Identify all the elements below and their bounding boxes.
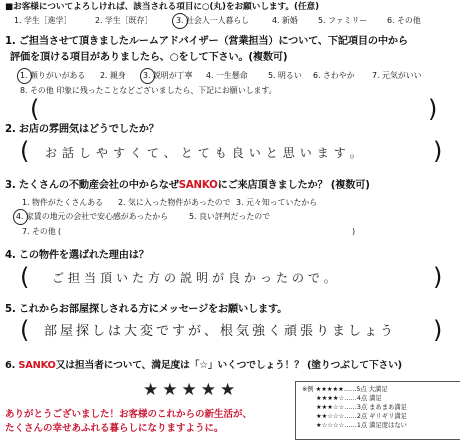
q3-title: 3. たくさんの不動産会社の中からなぜSANKOにご来店頂きましたか？ (複数可) xyxy=(5,180,370,191)
star-rating[interactable]: ★★★★★ xyxy=(143,380,240,400)
q1-option-3[interactable]: 3. 説明が丁寧 xyxy=(143,71,193,80)
q1-open-paren: ( xyxy=(30,95,40,123)
q2-title: 2. お店の雰囲気はどうでしたか？ xyxy=(5,124,159,135)
customer-option-2[interactable]: 2. 学生［既存］ xyxy=(95,16,153,25)
legend-label: ※例 xyxy=(302,386,314,393)
q1-option-6[interactable]: 6. さわやか xyxy=(313,71,355,80)
customer-option-1[interactable]: 1. 学生［進学］ xyxy=(14,16,72,25)
q1-circle-mark-3 xyxy=(140,68,155,84)
closing-line-1: ありがとうございました！お客様のこれからの新生活が、 xyxy=(5,409,253,420)
customer-type-prompt: ■お客様についてよろしければ、該当される項目に○(丸)をお願いします。(任意) xyxy=(5,2,320,12)
q2-close-paren: ) xyxy=(433,137,443,165)
q2-handwritten-answer[interactable]: お話しやすくて、とても良いと思います。 xyxy=(45,146,367,160)
q1-option-8[interactable]: 8. その他 印象に残ったことなどございましたら、下記にお願いします。 xyxy=(20,86,277,95)
q5-close-paren: ) xyxy=(433,316,443,344)
customer-option-3[interactable]: 3. 社会人一人暮らし xyxy=(176,16,250,25)
q2-open-paren: ( xyxy=(20,137,30,165)
brand-logo-sanko: SANKO xyxy=(178,180,218,191)
q3-option-5[interactable]: 5. 良い評判だったので xyxy=(189,212,271,221)
q1-circle-mark-1 xyxy=(17,68,32,84)
q1-option-2[interactable]: 2. 親身 xyxy=(100,71,126,80)
rating-legend: ※例 ★★★★★……5点 大満足 ★★★★☆……4点 満足 ★★★☆☆……3点 まあまあ満足 ★★☆☆☆……2点 ギリギリ満足 ★☆☆☆☆……1点 満足度はない xyxy=(295,381,460,440)
q3-option-3[interactable]: 3. 元々知っていたから xyxy=(236,198,318,207)
closing-message xyxy=(5,408,252,436)
q4-open-paren: ( xyxy=(20,263,30,291)
q3-option-2[interactable]: 2. 気に入った物件があったので xyxy=(118,198,231,207)
q1-option-4[interactable]: 4. 一生懸命 xyxy=(206,71,248,80)
q1-option-5[interactable]: 5. 明るい xyxy=(268,71,302,80)
q3-other-open-paren: ( xyxy=(58,227,62,236)
brand-logo-sanko: SANKO xyxy=(18,360,56,371)
q1-option-1[interactable]: 1. 頼りがいがある xyxy=(20,71,86,80)
q1-title-line2: 評価を頂ける項目がありましたら、○をして下さい。(複数可) xyxy=(10,52,288,63)
q3-option-7[interactable]: 7. その他 xyxy=(22,227,56,236)
q6-title: 6. SANKO又は担当者について、満足度は「☆」いくつでしょう！？ (塗りつぶして下さい) xyxy=(5,360,402,371)
q1-option-7[interactable]: 7. 元気がいい xyxy=(372,71,422,80)
q3-other-close-paren: ) xyxy=(352,227,356,236)
selected-circle-mark xyxy=(172,13,188,29)
q5-handwritten-answer[interactable]: 部屋探しは大変ですが、根気強く頑張りましょう xyxy=(44,324,397,339)
q5-open-paren: ( xyxy=(20,316,30,344)
q4-handwritten-answer[interactable]: ご担当頂いた方の説明が良かったので。 xyxy=(52,271,340,285)
customer-option-4[interactable]: 4. 新婚 xyxy=(272,16,298,25)
q4-title: 4. この物件を選ばれた理由は？ xyxy=(5,250,149,261)
q5-title: 5. これからお部屋探しされる方にメッセージをお願いします。 xyxy=(5,304,288,315)
q3-circle-mark-4 xyxy=(13,209,28,225)
q3-option-4[interactable]: 4. 家賃の地元の会社で安心感があったから xyxy=(16,212,169,221)
q3-option-1[interactable]: 1. 物件がたくさんある xyxy=(22,198,104,207)
q4-close-paren: ) xyxy=(433,263,443,291)
closing-line-2: たくさんの幸せあふれる暮らしになりますように。 xyxy=(5,423,224,434)
customer-option-5[interactable]: 5. ファミリー xyxy=(318,16,368,25)
q1-title-line1: 1. ご担当させて頂きましたルームアドバイザー（営業担当）について、下記項目の中から xyxy=(5,36,408,47)
q1-close-paren: ) xyxy=(428,95,438,123)
customer-option-6[interactable]: 6. その他 xyxy=(387,16,421,25)
